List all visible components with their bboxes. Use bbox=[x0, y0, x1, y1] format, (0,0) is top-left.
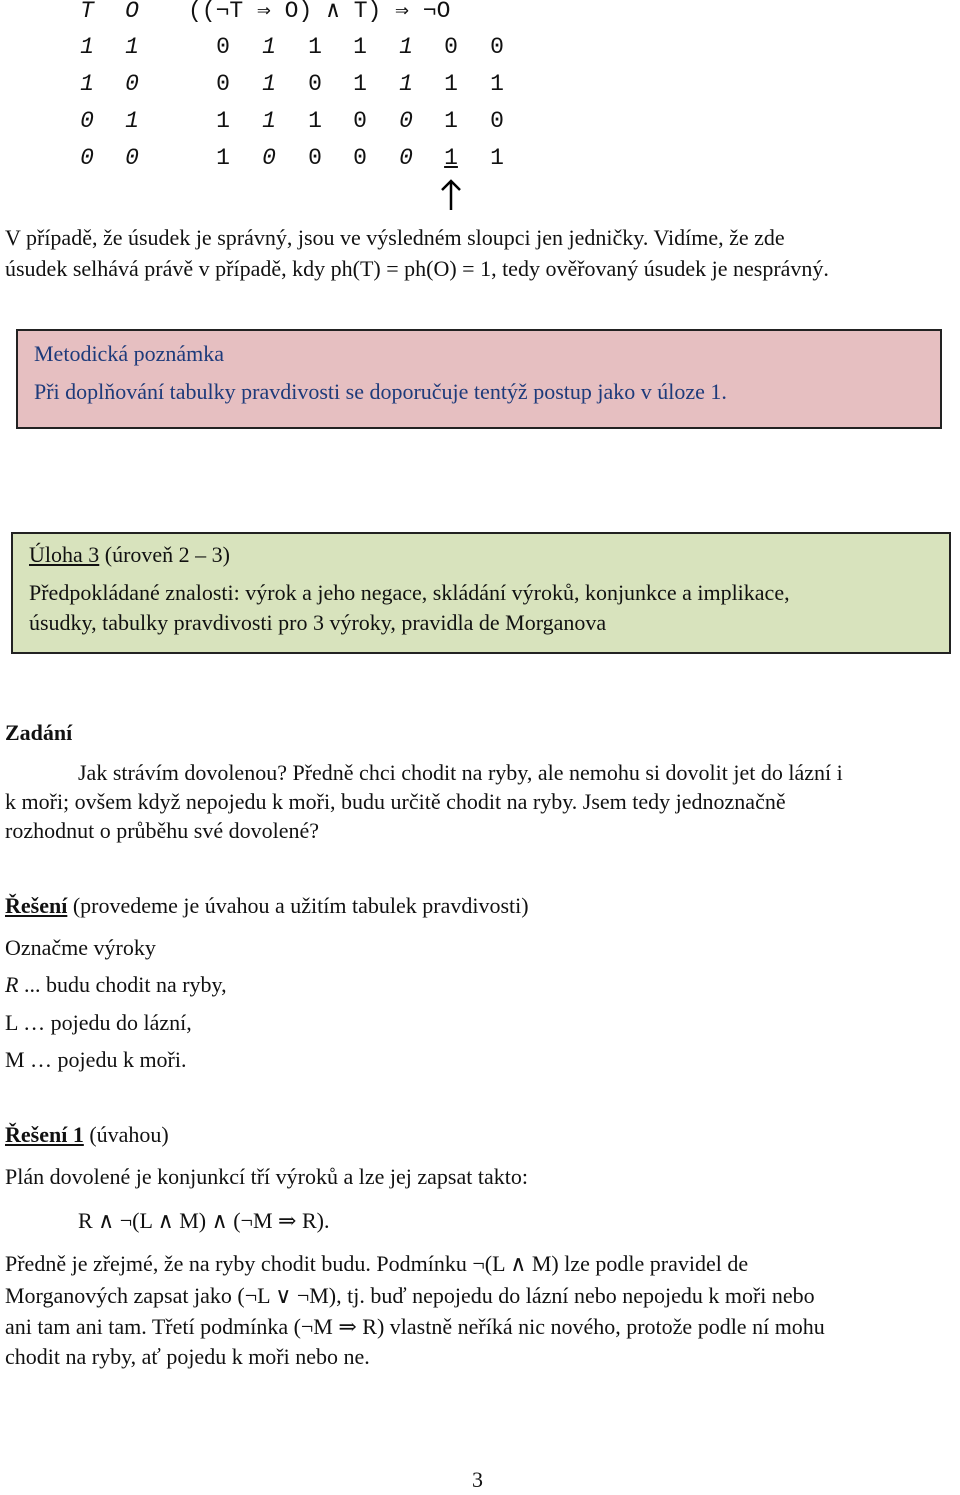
proposition-m: M … pojedu k moři. bbox=[5, 1047, 187, 1072]
truth-table-cell: 1 bbox=[80, 34, 94, 60]
solution1-para-3: ani tam ani tam. Třetí podmínka (¬M ⇒ R) vlastně neříká nic nového, protože podle ní mohu bbox=[5, 1314, 825, 1339]
note-title: Metodická poznámka bbox=[34, 341, 224, 366]
formula: R ∧ ¬(L ∧ M) ∧ (¬M ⇒ R). bbox=[78, 1208, 330, 1233]
truth-table-cell: 1 bbox=[262, 108, 276, 134]
truth-table-cell: 0 bbox=[125, 71, 139, 97]
truth-table-cell: 1 bbox=[444, 71, 458, 97]
truth-table-cell: 0 bbox=[490, 108, 504, 134]
note-text: Při doplňování tabulky pravdivosti se doporučuje tentýž postup jako v úloze 1. bbox=[34, 379, 727, 404]
truth-table-cell: 1 bbox=[399, 34, 413, 60]
truth-table-cell: 1 bbox=[216, 145, 230, 171]
intro-line-1: V případě, že úsudek je správný, jsou ve výsledném sloupci jen jedničky. Vidíme, že zde bbox=[5, 225, 785, 250]
solution1-intro: Plán dovolené je konjunkcí tří výroků a lze jej zapsat takto: bbox=[5, 1164, 528, 1189]
truth-table-cell: 0 bbox=[216, 34, 230, 60]
truth-table-cell: 0 bbox=[444, 34, 458, 60]
truth-table-cell: 0 bbox=[353, 145, 367, 171]
truth-table-cell: 0 bbox=[399, 108, 413, 134]
task-title-label: Úloha 3 bbox=[29, 542, 100, 567]
truth-table-cell: 1 bbox=[490, 145, 504, 171]
solution1-para-4: chodit na ryby, ať pojedu k moři nebo ne. bbox=[5, 1344, 370, 1369]
header-o: O bbox=[125, 0, 139, 24]
result-column-arrow-icon bbox=[436, 178, 466, 212]
solution-heading bbox=[5, 891, 529, 921]
task-level: (úroveň 2 – 3) bbox=[104, 542, 231, 567]
proposition-r-text: ... budu chodit na ryby, bbox=[18, 972, 227, 997]
truth-table-cell: 1 bbox=[80, 71, 94, 97]
solution-intro: Označme výroky bbox=[5, 935, 156, 960]
truth-table-cell: 1 bbox=[490, 71, 504, 97]
intro-line-2: úsudek selhává právě v případě, kdy ph(T) = ph(O) = 1, tedy ověřovaný úsudek je nesprávný. bbox=[5, 256, 829, 281]
truth-table-cell: 1 bbox=[444, 145, 458, 171]
truth-table-cell: 0 bbox=[308, 71, 322, 97]
truth-table-cell: 0 bbox=[490, 34, 504, 60]
task-prereq-line-1: Předpokládané znalosti: výrok a jeho negace, skládání výroků, konjunkce a implikace, bbox=[29, 580, 790, 605]
assignment-heading: Zadání bbox=[5, 720, 73, 745]
solution1-para-2: Morganových zapsat jako (¬L ∨ ¬M), tj. buď nepojedu do lázní nebo nepojedu k moři nebo bbox=[5, 1283, 815, 1308]
task-prereq-line-2: úsudky, tabulky pravdivosti pro 3 výroky, pravidla de Morganova bbox=[29, 610, 607, 635]
solution1-para-1: Předně je zřejmé, že na ryby chodit budu. Podmínku ¬(L ∧ M) lze podle pravidel de bbox=[5, 1251, 749, 1276]
solution-heading-label: Řešení bbox=[5, 893, 68, 918]
truth-table-cell: 1 bbox=[353, 71, 367, 97]
methodical-note-box bbox=[16, 329, 942, 429]
truth-table-cell: 0 bbox=[399, 145, 413, 171]
page-number: 3 bbox=[472, 1467, 483, 1492]
truth-table-cell: 0 bbox=[80, 108, 94, 134]
assignment-line-3: rozhodnut o průběhu své dovolené? bbox=[5, 818, 320, 843]
truth-table-cell: 0 bbox=[353, 108, 367, 134]
solution1-heading-label: Řešení 1 bbox=[5, 1122, 84, 1147]
truth-table-cell: 1 bbox=[262, 71, 276, 97]
proposition-r bbox=[5, 970, 227, 1000]
solution1-heading-rest: (úvahou) bbox=[83, 1122, 169, 1147]
solution1-heading bbox=[5, 1120, 169, 1150]
header-t: T bbox=[80, 0, 94, 24]
truth-table-cell: 0 bbox=[308, 145, 322, 171]
proposition-l: L … pojedu do lázní, bbox=[5, 1010, 192, 1035]
truth-table bbox=[0, 0, 560, 180]
assignment-line-1: Jak strávím dovolenou? Předně chci chodit na ryby, ale nemohu si dovolit jet do lázní i bbox=[78, 760, 843, 785]
truth-table-cell: 1 bbox=[444, 108, 458, 134]
truth-table-cell: 1 bbox=[216, 108, 230, 134]
truth-table-cell: 0 bbox=[125, 145, 139, 171]
truth-table-cell: 1 bbox=[125, 34, 139, 60]
truth-table-cell: 1 bbox=[308, 34, 322, 60]
truth-table-cell: 1 bbox=[399, 71, 413, 97]
truth-table-cell: 0 bbox=[216, 71, 230, 97]
assignment-line-2: k moři; ovšem když nepojedu k moři, budu určitě chodit na ryby. Jsem tedy jednoznačně bbox=[5, 789, 786, 814]
solution-heading-rest: (provedeme je úvahou a užitím tabulek pravdivosti) bbox=[67, 893, 529, 918]
truth-table-cell: 0 bbox=[80, 145, 94, 171]
task-box bbox=[11, 532, 951, 654]
truth-table-cell: 0 bbox=[262, 145, 276, 171]
proposition-r-symbol: R bbox=[5, 972, 19, 997]
header-formula: ((¬T ⇒ O) ∧ T) ⇒ ¬O bbox=[188, 0, 451, 24]
truth-table-cell: 1 bbox=[125, 108, 139, 134]
truth-table-cell: 1 bbox=[353, 34, 367, 60]
task-title bbox=[29, 542, 230, 568]
truth-table-cell: 1 bbox=[262, 34, 276, 60]
truth-table-cell: 1 bbox=[308, 108, 322, 134]
